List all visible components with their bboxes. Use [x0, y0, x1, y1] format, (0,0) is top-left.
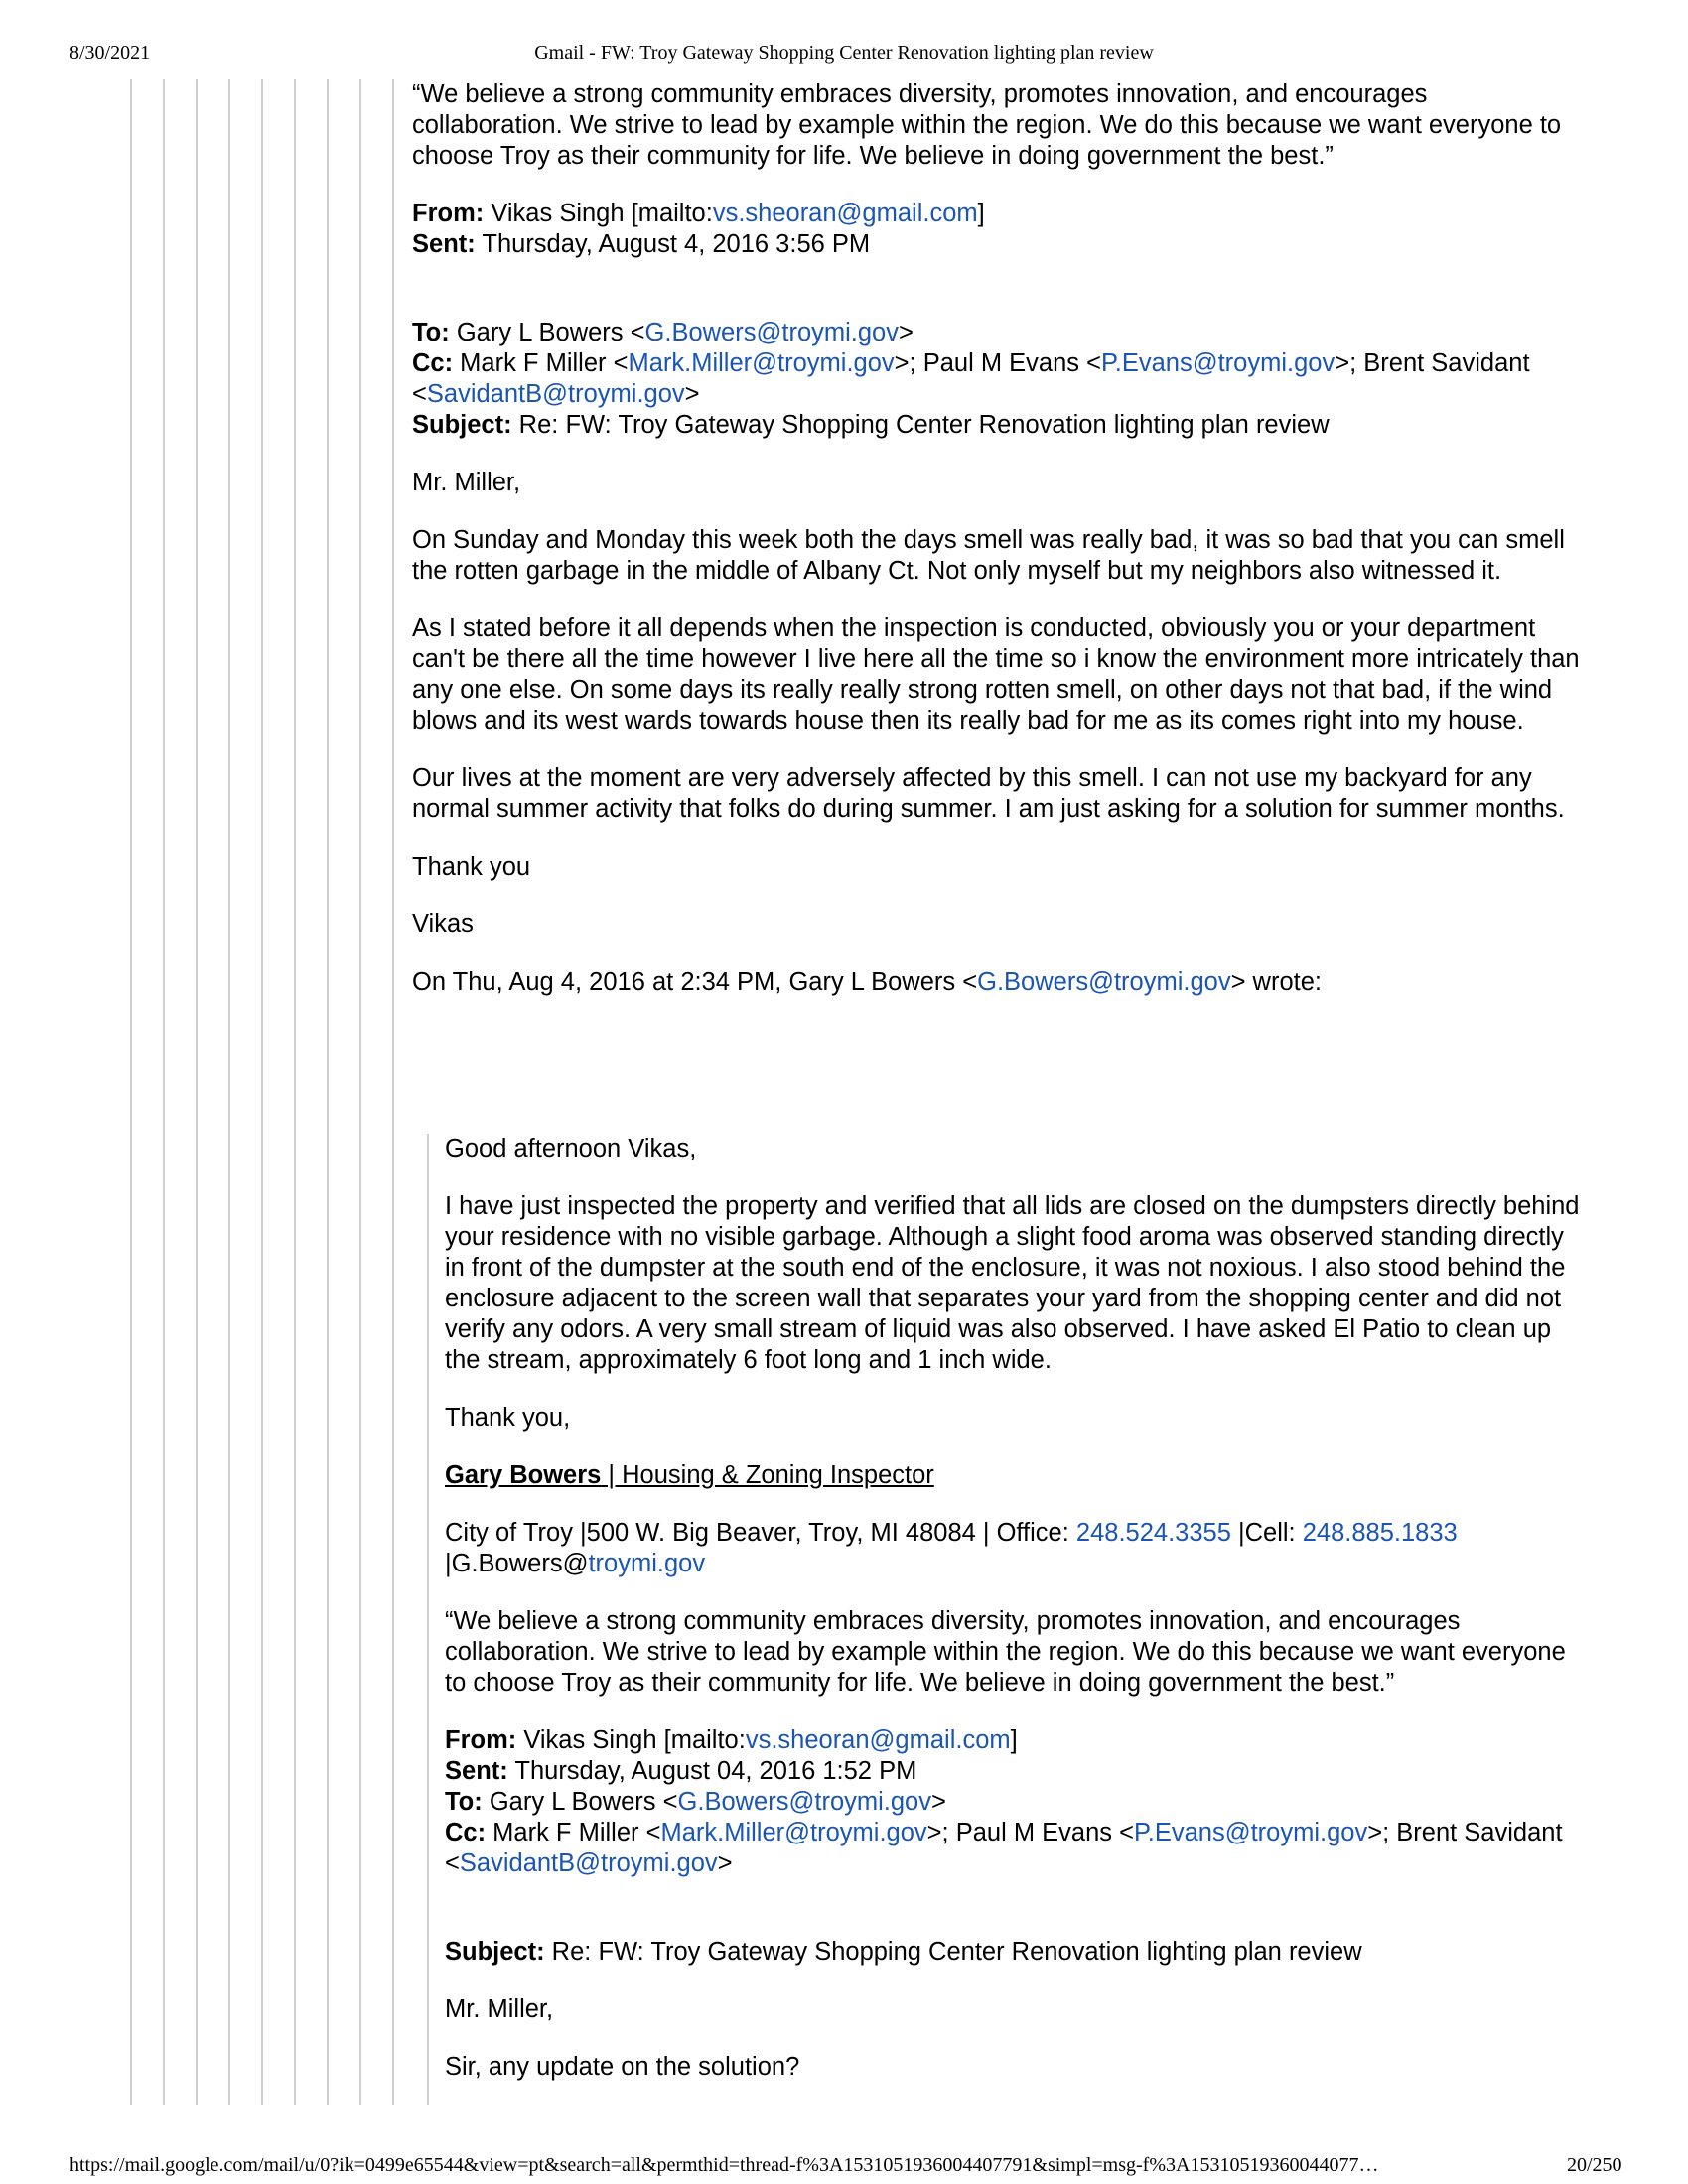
to-email-link[interactable]: G.Bowers@troymi.gov	[677, 1788, 931, 1816]
email-header-block	[445, 1725, 1587, 1879]
page-number: 20/250	[1567, 2154, 1622, 2176]
body-paragraph: As I stated before it all depends when the inspection is conducted, obviously you or your department can't be there all the time however I live here all the time so i know the environment more intricately than any one else. On some days its really really strong rotten smell, on other days not that bad, if the wind blows and its west wards towards house then its really bad for me as its comes right into my house.	[412, 614, 1580, 735]
from-label: From:	[412, 200, 485, 227]
quote-bar	[196, 79, 198, 2105]
signature-title: | Housing & Zoning Inspector	[601, 1461, 934, 1489]
wrote-prefix: On Thu, Aug 4, 2016 at 2:34 PM, Gary L Bowers <	[412, 968, 978, 996]
quote-bar	[130, 79, 132, 2105]
subject-line	[445, 1937, 1587, 1968]
salutation: Mr. Miller,	[445, 1995, 554, 2023]
from-email-link[interactable]: vs.sheoran@gmail.com	[712, 200, 978, 227]
to-end: >	[930, 1788, 946, 1816]
to-label: To:	[412, 319, 450, 346]
from-name: Vikas Singh [mailto:	[516, 1726, 746, 1754]
to-name: Gary L Bowers <	[482, 1788, 678, 1816]
thanks: Thank you,	[445, 1404, 571, 1432]
cc-label: Cc:	[445, 1819, 487, 1846]
print-footer	[0, 2154, 1688, 2180]
from-end: ]	[977, 200, 985, 227]
email-body	[412, 79, 1584, 1024]
wrote-email-link[interactable]: G.Bowers@troymi.gov	[977, 968, 1231, 996]
page-url: https://mail.google.com/mail/u/0?ik=0499e65544&view=pt&search=all&permthid=thread-f%3A1531051936004407791&simpl=msg-f%3A15310519360044077…	[70, 2154, 1379, 2176]
to-label: To:	[445, 1788, 483, 1816]
to-name: Gary L Bowers <	[449, 319, 645, 346]
subject-label: Subject:	[445, 1938, 545, 1966]
body-paragraph: Our lives at the moment are very adversely affected by this smell. I can not use my backyard for any normal summer activity that folks do during summer. I am just asking for a solution for summer months.	[412, 764, 1565, 823]
to-end: >	[898, 319, 914, 346]
cell-label: |Cell:	[1230, 1519, 1303, 1547]
cc-name: >; Paul M Evans <	[926, 1819, 1135, 1846]
signature-contact	[445, 1518, 1587, 1579]
cc-email-link[interactable]: Mark.Miller@troymi.gov	[660, 1819, 927, 1846]
subject-label: Subject:	[412, 411, 512, 439]
page-title: Gmail - FW: Troy Gateway Shopping Center Renovation lighting plan review	[534, 42, 1154, 64]
cc-label: Cc:	[412, 349, 454, 377]
signature-name-line	[445, 1460, 1587, 1491]
signature-name-text: Gary Bowers	[445, 1461, 602, 1489]
print-header	[0, 42, 1688, 68]
cc-end: >	[717, 1849, 733, 1877]
cc-email-link[interactable]: P.Evans@troymi.gov	[1134, 1819, 1368, 1846]
from-end: ]	[1010, 1726, 1018, 1754]
from-name: Vikas Singh [mailto:	[484, 200, 713, 227]
print-date: 8/30/2021	[70, 42, 151, 64]
from-email-link[interactable]: vs.sheoran@gmail.com	[745, 1726, 1011, 1754]
quoted-email	[445, 1134, 1587, 2110]
thanks: Thank you	[412, 853, 531, 881]
sent-value: Thursday, August 4, 2016 3:56 PM	[475, 230, 871, 258]
cc-end: >	[684, 380, 700, 408]
quote-bar	[392, 79, 394, 2105]
cc-name: >; Paul M Evans <	[894, 349, 1102, 377]
cc-name: Mark F Miller <	[486, 1819, 661, 1846]
cc-email-link[interactable]: Mark.Miller@troymi.gov	[628, 349, 895, 377]
quote-bar	[327, 79, 329, 2105]
subject-value: Re: FW: Troy Gateway Shopping Center Renovation lighting plan review	[544, 1938, 1362, 1966]
signoff: Vikas	[412, 910, 474, 938]
cc-name: >; Brent Savidant <	[445, 1819, 1563, 1877]
sent-label: Sent:	[412, 230, 476, 258]
signature-address: City of Troy |500 W. Big Beaver, Troy, MI 48084 | Office:	[445, 1519, 1076, 1547]
quote-bar	[294, 79, 296, 2105]
quote-bar	[163, 79, 165, 2105]
greeting: Good afternoon Vikas,	[445, 1135, 697, 1162]
cc-name: >; Brent Savidant <	[412, 349, 1530, 408]
body-paragraph: On Sunday and Monday this week both the days smell was really bad, it was so bad that you can smell the rotten garbage in the middle of Albany Ct. Not only myself but my neighbors also witnessed it.	[412, 526, 1565, 585]
sent-value: Thursday, August 04, 2016 1:52 PM	[507, 1757, 917, 1785]
from-label: From:	[445, 1726, 517, 1754]
mission-quote: “We believe a strong community embraces diversity, promotes innovation, and encourages collaboration. We strive to lead by example within the region. We do this because we want everyone to choose Troy as their community for life. We believe in doing government the best.”	[445, 1607, 1566, 1697]
mission-quote: “We believe a strong community embraces diversity, promotes innovation, and encourages collaboration. We strive to lead by example within the region. We do this because we want everyone to choose Troy as their community for life. We believe in doing government the best.”	[412, 80, 1562, 170]
office-phone-link[interactable]: 248.524.3355	[1075, 1519, 1231, 1547]
body-paragraph: Sir, any update on the solution?	[445, 2053, 800, 2081]
subject-value: Re: FW: Troy Gateway Shopping Center Renovation lighting plan review	[511, 411, 1330, 439]
quote-bar	[228, 79, 230, 2105]
cc-email-link[interactable]: SavidantB@troymi.gov	[426, 380, 685, 408]
wrote-suffix: > wrote:	[1230, 968, 1322, 996]
to-email-link[interactable]: G.Bowers@troymi.gov	[644, 319, 899, 346]
quote-bar	[359, 79, 361, 2105]
cc-name: Mark F Miller <	[453, 349, 629, 377]
recipients-block	[412, 318, 1584, 441]
quote-bar	[261, 79, 263, 2105]
cell-phone-link[interactable]: 248.885.1833	[1302, 1519, 1458, 1547]
cc-email-link[interactable]: SavidantB@troymi.gov	[459, 1849, 718, 1877]
signature-email-link[interactable]: troymi.gov	[588, 1550, 706, 1577]
sent-label: Sent:	[445, 1757, 508, 1785]
email-header-block	[412, 199, 1584, 260]
salutation: Mr. Miller,	[412, 469, 521, 496]
nested-quote-bar	[427, 1134, 429, 2105]
wrote-line	[412, 967, 1584, 998]
signature-name	[445, 1461, 934, 1489]
body-paragraph: I have just inspected the property and verified that all lids are closed on the dumpsters directly behind your residence with no visible garbage. Although a slight food aroma was observed standing directly in front of the dumpster at the south end of the enclosure, it was not noxious. I also stood behind the enclosure adjacent to the screen wall that separates your yard from the shopping center and did not verify any odors. A very small stream of liquid was also observed. I have asked El Patio to clean up the stream, approximately 6 foot long and 1 inch wide.	[445, 1192, 1580, 1374]
signature-email-prefix: |G.Bowers@	[445, 1550, 589, 1577]
cc-email-link[interactable]: P.Evans@troymi.gov	[1101, 349, 1336, 377]
